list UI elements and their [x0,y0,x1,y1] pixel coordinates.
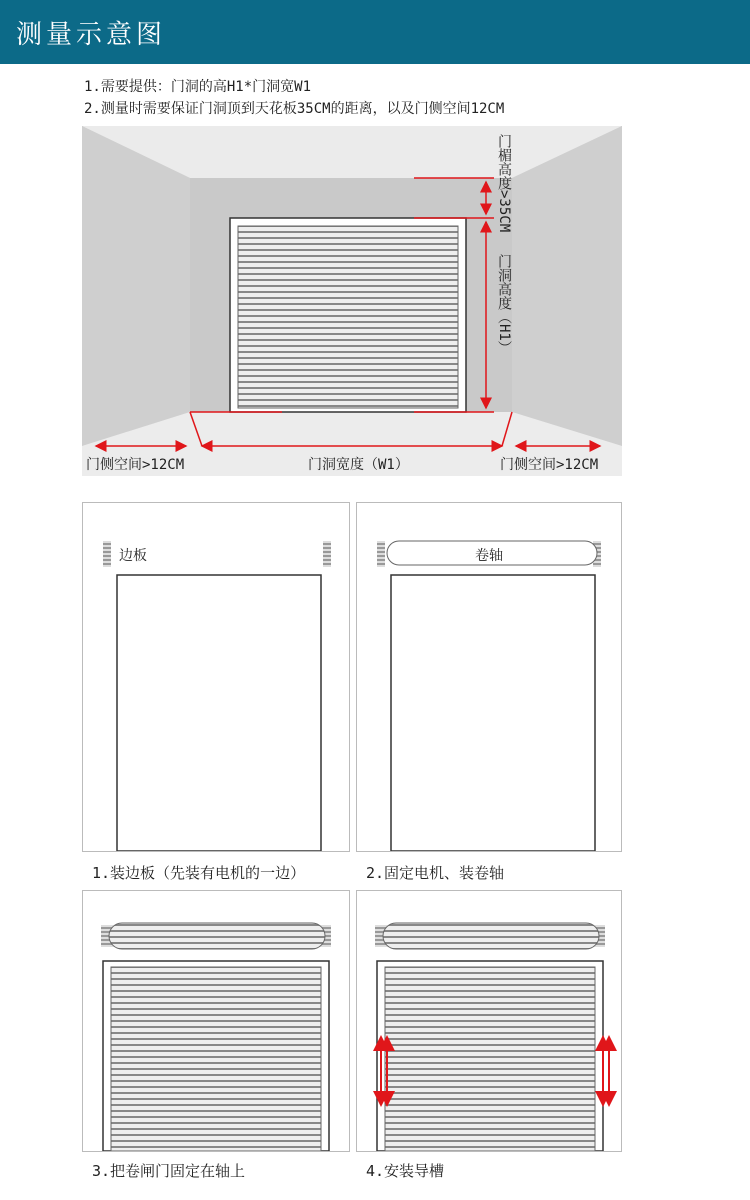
side-panel-label: 边板 [119,548,147,564]
door-width-label: 门洞宽度（W1） [308,457,409,473]
lintel-height-label: 门楣高度>35CM [496,134,512,233]
step-1-caption: 1.装边板（先装有电机的一边） [92,864,306,882]
step-2-panel [356,502,622,852]
room-diagram [82,126,622,476]
step-4-caption: 4.安装导槽 [366,1162,445,1180]
step-4-panel [356,890,622,1152]
right-side-space-label: 门侧空间>12CM [500,457,599,473]
door-height-label: 门洞高度（H1） [496,254,512,355]
note-1: 1.需要提供：门洞的高H1*门洞宽W1 [84,79,312,95]
roller-shaft-label: 卷轴 [475,548,503,564]
header-bar [0,0,750,64]
step-3-panel [82,890,350,1152]
note-2: 2.测量时需要保证门洞顶到天花板35CM的距离，以及门侧空间12CM [84,101,505,117]
left-side-space-label: 门侧空间>12CM [86,457,185,473]
step-2-caption: 2.固定电机、装卷轴 [366,864,505,882]
page-title: 测量示意图 [16,20,167,50]
step-1-panel [82,502,350,852]
step-3-caption: 3.把卷闸门固定在轴上 [92,1162,246,1180]
